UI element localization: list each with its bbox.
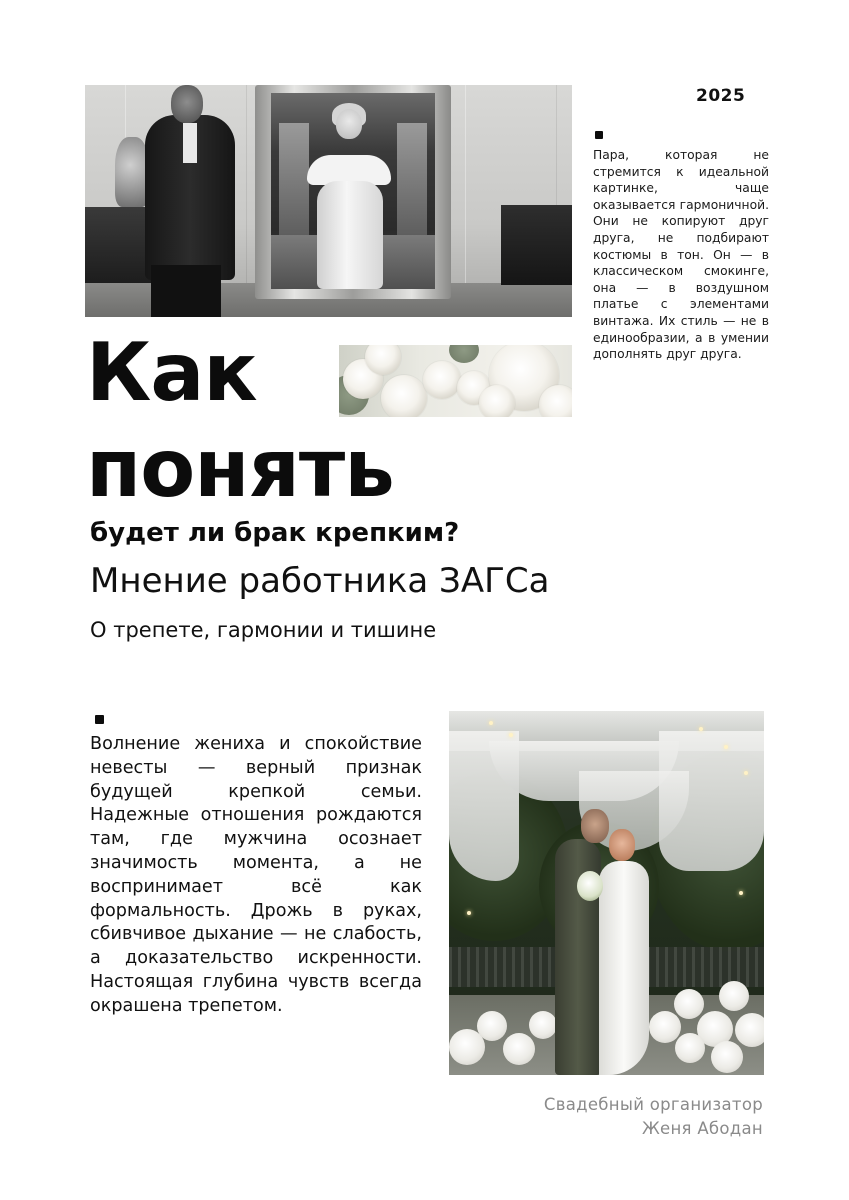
headline-subtitle: будет ли брак крепким? [90, 518, 460, 548]
year-label: 2025 [696, 86, 746, 106]
side-quote-bullet [595, 131, 603, 139]
main-paragraph: Волнение жениха и спокойствие невесты — верный признак будущей крепкой семьи. Надежные отношения рождаются там, где мужчина осознает значимость момента, а не воспринимает всё как формальность. Дрожь в руках, сбивчивое дыхание — не слабость, а доказательство искренности. Настоящая глубина чувств всегда окрашена трепетом. [90, 734, 422, 1016]
wedding-arch-photo [449, 711, 764, 1075]
tagline: О трепете, гармонии и тишине [90, 618, 437, 642]
credit-role: Свадебный организатор [543, 1095, 763, 1114]
opinion-title: Мнение работника ЗАГСа [90, 561, 550, 601]
headline-line-1: Как [86, 326, 257, 419]
side-quote-text: Пара, которая не стремится к идеальной картинке, чаще оказывается гармоничной. Они не копируют друг друга, не подбирают костюмы в тон. Он — в классическом смокинге, она — в воздушном платье с элементами винтажа. Их стиль — не в единообразии, а в умении дополнять друг друга. [593, 148, 769, 362]
headline-line-2: понять [86, 422, 394, 515]
main-paragraph-bullet [95, 715, 104, 724]
flowers-photo [339, 345, 572, 417]
credit-name: Женя Абодан [641, 1119, 763, 1138]
groom-mirror-photo [85, 85, 572, 317]
